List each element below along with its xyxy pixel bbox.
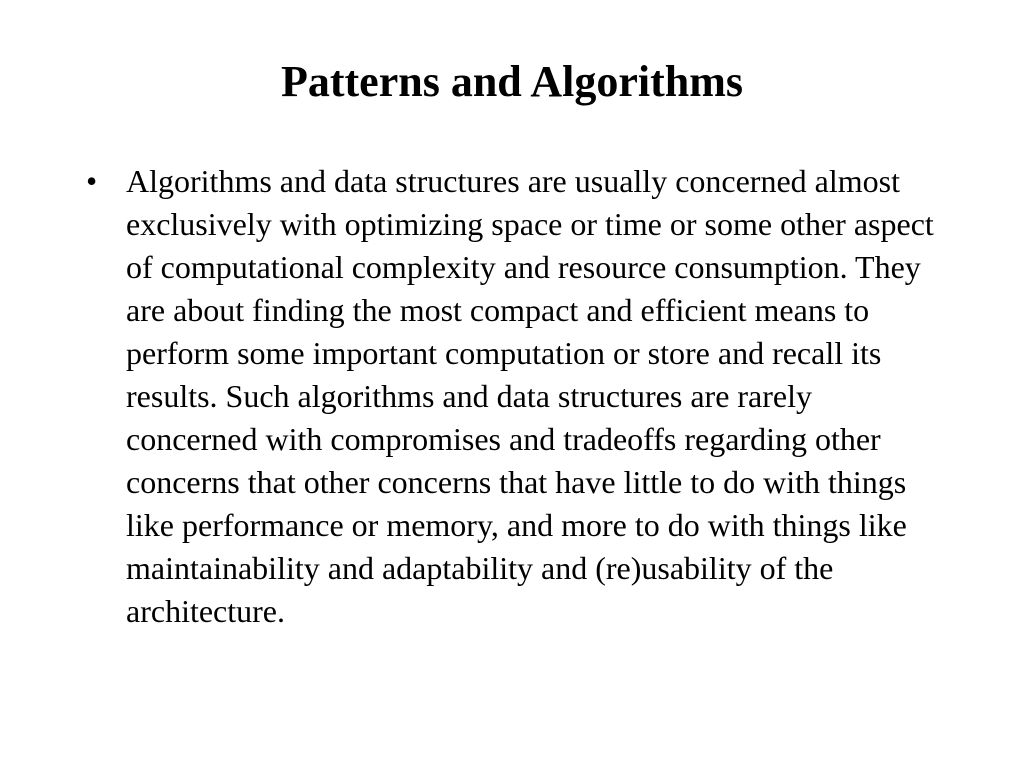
bullet-marker: • xyxy=(86,163,98,199)
bullet-item xyxy=(86,160,936,633)
slide-title: Patterns and Algorithms xyxy=(281,57,743,106)
bullet-list xyxy=(86,160,936,633)
bullet-text: Algorithms and data structures are usually concerned almost exclusively with optimizing space or time or some other aspect of computational complexity and resource consumption. They are about finding the most compact and efficient means to perform some important computation or store and recall its results. Such algorithms and data structures are rarely concerned with compromises and tradeoffs regarding other concerns that other concerns that have little to do with things like performance or memory, and more to do with things like maintainability and adaptability and (re)usability of the architecture. xyxy=(126,163,934,629)
